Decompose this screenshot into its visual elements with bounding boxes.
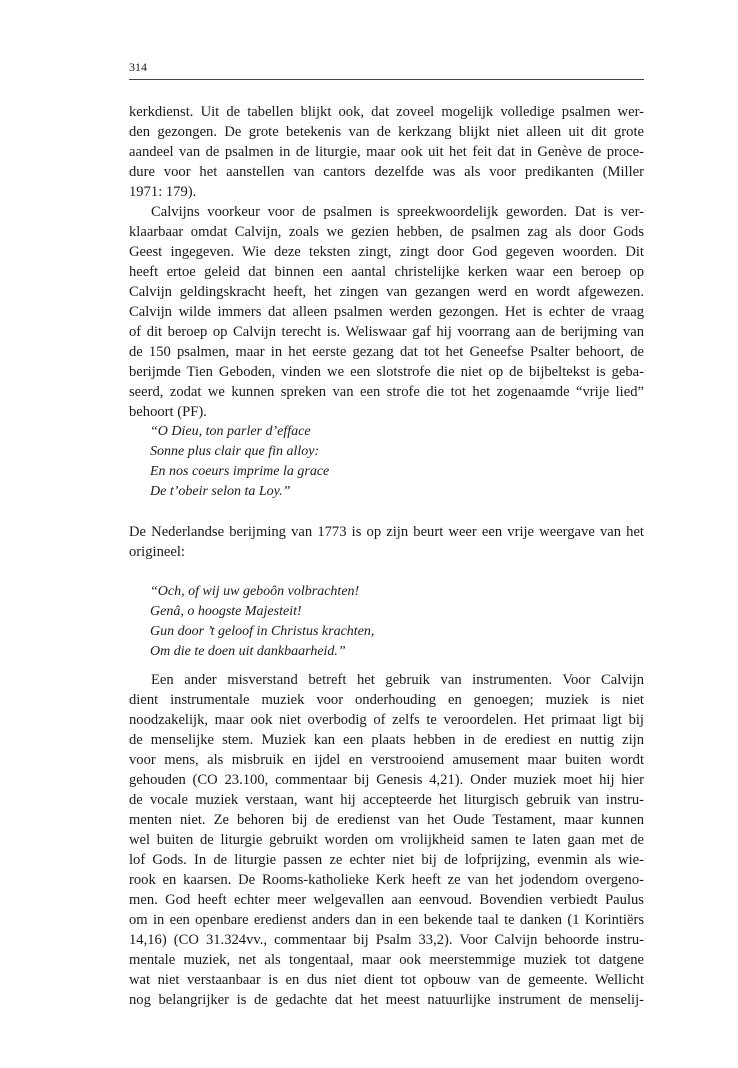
text-line: behoort (PF).: [129, 404, 207, 420]
text-line: Calvijn geldingskracht heeft, het zingen van gezangen werd en wordt afgewezen.: [129, 284, 644, 300]
text-line: de vocale muziek verstaan, want hij accepteerde het liturgisch gebruik van instru-: [129, 792, 644, 808]
text-line: klaarbaar omdat Calvijn, zoals we gezien hebben, de psalmen zag als door Gods: [129, 224, 644, 240]
poem-line: “O Dieu, ton parler d’efface: [150, 424, 311, 439]
text-line: voor mens, als misbruik en ijdel en verstrooiend amusement maar buiten wordt: [129, 752, 644, 768]
page-number: 314: [129, 60, 147, 74]
poem-line: En nos coeurs imprime la grace: [150, 464, 330, 479]
text-line: men. God heeft echter meer welgevallen aan eenvoud. Bovendien verbiedt Paulus: [129, 892, 644, 908]
paragraph-4: [129, 670, 644, 1010]
text-line: Calvijns voorkeur voor de psalmen is spreekwoordelijk geworden. Dat is ver-: [151, 204, 644, 220]
text-line: de menselijke stem. Muziek kan een plaats hebben in de erediest en nuttig zijn: [129, 732, 644, 748]
text-line: de 150 psalmen, maar in het eerste gezang dat tot het Geneefse Psalter behoort, de: [129, 344, 644, 360]
text-line: Calvijn wilde immers dat alleen psalmen werden gezongen. Het is echter de vraag: [129, 304, 644, 320]
text-line: aandeel van de psalmen in de liturgie, maar ook uit het feit dat in Genève de proce-: [129, 144, 644, 160]
text-line: wat niet verstaanbaar is en dus niet dient tot opbouw van de gemeente. Wellicht: [129, 972, 644, 988]
text-line: den gezongen. De grote betekenis van de kerkzang blijkt niet alleen uit dit grote: [129, 124, 644, 140]
poem-line: Gun door ’t geloof in Christus krachten,: [150, 624, 375, 639]
poem-line: “Och, of wij uw geboôn volbrachten!: [150, 584, 360, 599]
text-line: kerkdienst. Uit de tabellen blijkt ook, dat zoveel mogelijk volledige psalmen wer-: [129, 104, 644, 120]
text-line: mentale muziek, net als tongentaal, maar ook meerstemmige muziek tot datgene: [129, 952, 644, 968]
text-line: menten niet. Ze behoren bij de eredienst van het Oude Testament, maar kunnen: [129, 812, 644, 828]
header-rule: [129, 79, 644, 80]
poem-line: Genâ, o hoogste Majesteit!: [150, 604, 302, 619]
text-line: Geest ingegeven. Wie deze teksten zingt, zingt door God gegeven woorden. Dit: [129, 244, 644, 260]
text-line: origineel:: [129, 544, 185, 560]
text-line: noodzakelijk, maar ook niet overbodig of zelfs te veroordelen. Het primaat ligt bij: [129, 712, 644, 728]
dutch-poem-quote: [150, 582, 374, 662]
text-line: berijmde Tien Geboden, vinden we een slotstrofe die niet op de bijbeltekst is geba-: [129, 364, 644, 380]
text-line: 1971: 179).: [129, 184, 197, 200]
french-poem-quote: [150, 422, 329, 502]
text-line: Een ander misverstand betreft het gebruik van instrumenten. Voor Calvijn: [151, 672, 644, 688]
text-line: dient instrumentale muziek voor onderhouding en genoegen; muziek is niet: [129, 692, 644, 708]
text-line: lof Gods. In de liturgie passen ze echter niet bij de lofprijzing, evenmin als wie-: [129, 852, 644, 868]
text-line: om in een openbare eredienst anders dan in een bekende taal te danken (1 Korintiërs: [129, 912, 644, 928]
text-line: nog belangrijker is de gedachte dat het meest natuurlijke instrument de menselij-: [129, 992, 644, 1008]
text-line: 14,16) (CO 31.324vv., commentaar bij Psalm 33,2). Voor Calvijn behoorde instru-: [129, 932, 644, 948]
paragraph-3: [129, 522, 644, 562]
poem-line: Sonne plus clair que fin alloy:: [150, 444, 320, 459]
text-line: heeft ertoe geleid dat binnen een aantal christelijke kerken waar een beroep op: [129, 264, 644, 280]
text-line: of dit beroep op Calvijn terecht is. Weliswaar gaf hij voorrang aan de berijming van: [129, 324, 644, 340]
text-line: seerd, zodat we kunnen spreken van een strofe die tot het zogenaamde “vrije lied”: [129, 384, 644, 400]
text-line: gehouden (CO 23.100, commentaar bij Genesis 4,21). Onder muziek moet hij hier: [129, 772, 644, 788]
text-line: rook en kaarsen. De Rooms-katholieke Kerk heeft ze van het jodendom overgeno-: [129, 872, 644, 888]
text-line: wel buiten de liturgie gebruikt worden om vrolijkheid samen te laten gaan met de: [129, 832, 644, 848]
text-line: De Nederlandse berijming van 1773 is op zijn beurt weer een vrije weergave van het: [129, 524, 644, 540]
paragraph-1: [129, 102, 644, 202]
text-line: dure voor het aanstellen van cantors dezelfde was als voor predikanten (Miller: [129, 164, 644, 180]
poem-line: Om die te doen uit dankbaarheid.”: [150, 644, 346, 659]
paragraph-2: [129, 202, 644, 422]
poem-line: De t’obeir selon ta Loy.”: [150, 484, 291, 499]
